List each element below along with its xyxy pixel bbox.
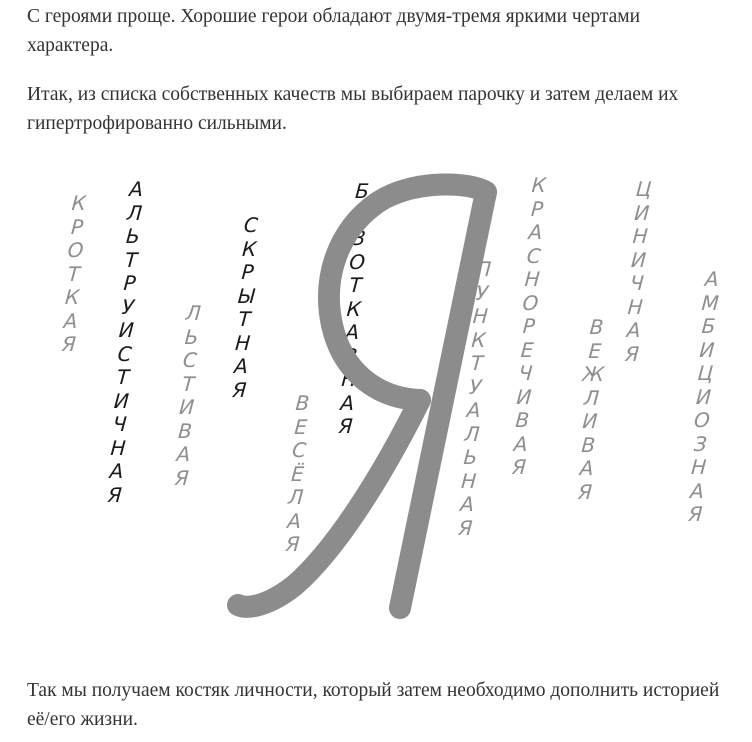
word-letter: Ь — [183, 324, 200, 349]
paragraph-backbone: Так мы получаем костяк личности, который затем необходимо дополнить историей её/его жизни. — [27, 680, 720, 730]
word-letter: Я — [577, 479, 593, 504]
traits-illustration — [0, 150, 752, 650]
word-letter: В — [580, 432, 597, 457]
word-letter: Ч — [112, 412, 128, 436]
word-letter: А — [689, 478, 705, 503]
word-letter: Е — [587, 338, 603, 363]
word-letter: Е — [293, 414, 309, 439]
word-letter: Ь — [125, 224, 141, 248]
word-letter: И — [630, 247, 647, 272]
word-letter: И — [581, 409, 599, 433]
word-bezotkaznaya — [337, 180, 371, 439]
word-letter: Н — [471, 304, 489, 328]
word-letter: Р — [122, 271, 137, 295]
word-letter: К — [70, 191, 87, 215]
word-letter: Я — [337, 414, 354, 438]
word-letter: Т — [116, 365, 131, 389]
word-letter: Я — [624, 341, 640, 366]
word-letter: К — [470, 327, 487, 352]
word-letter: А — [339, 390, 356, 415]
word-punktualnaya — [457, 258, 492, 540]
word-letter: С — [116, 341, 133, 366]
word-letter: Я — [107, 482, 123, 507]
word-letter: Ц — [696, 361, 714, 385]
word-letter: Л — [126, 200, 143, 225]
word-krotkaya — [60, 192, 87, 357]
word-letter: Б — [700, 314, 717, 338]
word-letter: Б — [354, 179, 370, 203]
word-letter: К — [530, 173, 547, 197]
word-letter: К — [64, 285, 81, 309]
word-letter: А — [527, 220, 544, 244]
word-krasnorechivaya — [510, 174, 547, 480]
word-letter: Т — [124, 247, 139, 272]
word-letter: И — [118, 318, 135, 342]
word-letter: О — [521, 290, 540, 315]
word-letter: С — [243, 213, 259, 237]
word-letter: А — [128, 177, 144, 201]
word-letter: И — [695, 384, 713, 409]
word-letter: Н — [340, 367, 358, 391]
word-letter: Я — [174, 465, 190, 490]
word-letter: П — [475, 257, 492, 281]
word-letter: В — [588, 315, 605, 339]
word-letter: А — [62, 308, 79, 333]
word-letter: Н — [460, 468, 478, 493]
word-letter: З — [693, 431, 708, 456]
word-letter: У — [475, 280, 489, 305]
word-letter: У — [468, 374, 483, 399]
word-letter: Н — [234, 330, 252, 355]
word-letter: И — [113, 388, 130, 413]
word-letter: З — [351, 226, 367, 250]
word-letter: А — [286, 508, 302, 533]
word-letter: Я — [61, 332, 77, 356]
word-letter: О — [348, 249, 366, 274]
word-letter: Т — [470, 351, 484, 375]
word-letter: Р — [530, 196, 545, 221]
word-letter: З — [343, 343, 358, 368]
word-letter: Ч — [517, 361, 534, 385]
word-letter: Ь — [462, 445, 479, 469]
word-letter: Н — [523, 267, 541, 291]
word-letter: А — [466, 398, 482, 422]
paragraph-choose-traits: Итак, из списка собственных качеств мы выбираем парочку и затем делаем их гипертрофированно сильными. — [27, 84, 679, 134]
word-letter: Л — [583, 385, 601, 410]
word-letter: Е — [520, 337, 535, 362]
word-letter: Л — [184, 301, 202, 325]
word-letter: Ц — [634, 177, 653, 201]
word-letter: Т — [181, 371, 196, 396]
word-letter: Ч — [629, 271, 645, 295]
word-vezhlivaya — [573, 316, 608, 504]
word-letter: О — [66, 238, 85, 262]
word-letter: Т — [237, 307, 252, 331]
word-letter: А — [704, 267, 720, 291]
word-letter: А — [579, 456, 595, 480]
word-letter: Л — [287, 485, 305, 509]
word-letter: С — [182, 348, 198, 372]
word-letter: В — [177, 418, 193, 443]
word-letter: А — [344, 320, 360, 344]
word-letter: Я — [284, 532, 301, 556]
word-letter: Н — [631, 224, 649, 248]
word-letter: Р — [522, 314, 536, 338]
word-letter: С — [291, 438, 308, 462]
word-letter: К — [345, 296, 362, 321]
word-letter: Я — [511, 455, 527, 479]
word-letter: Я — [231, 377, 248, 402]
word-letter: В — [514, 408, 531, 432]
word-letter: Т — [66, 261, 81, 286]
word-letter: Я — [457, 515, 474, 540]
word-letter: И — [633, 200, 651, 225]
word-ambicioznaya — [686, 268, 721, 527]
word-letter: А — [108, 459, 125, 483]
big-letter-text: Я — [0, 150, 1, 151]
word-letter: Л — [463, 421, 481, 446]
word-letter: Н — [626, 294, 644, 319]
word-letter: И — [698, 337, 716, 362]
word-letter: Н — [109, 435, 127, 460]
word-letter: Т — [348, 273, 363, 297]
word-letter: К — [241, 236, 258, 261]
word-lstivaya — [173, 302, 201, 490]
word-letter: Р — [70, 214, 85, 239]
word-letter: Ё — [290, 461, 305, 486]
word-letter: С — [526, 243, 542, 268]
word-letter: М — [700, 290, 720, 315]
word-veselaya — [284, 392, 311, 557]
word-letter: А — [175, 442, 192, 466]
word-letter: Ы — [237, 283, 256, 308]
word-letter: Ж — [581, 362, 605, 386]
word-skrytnaya — [230, 214, 260, 402]
word-letter: Н — [690, 455, 708, 479]
word-letter: А — [513, 431, 529, 456]
word-letter: У — [121, 294, 135, 319]
word-letter: А — [459, 492, 475, 516]
word-letter: Р — [240, 260, 255, 284]
word-letter: И — [515, 384, 533, 409]
word-letter: А — [233, 354, 249, 378]
word-altruistichnaya — [106, 178, 144, 507]
paragraph-intro: С героями проще. Хорошие герои обладают двумя-тремя яркими чертами характера. — [27, 6, 641, 56]
word-letter: О — [693, 408, 711, 432]
word-cinichnaya — [623, 178, 652, 366]
word-letter: В — [294, 391, 311, 415]
word-letter: Е — [353, 202, 368, 227]
word-letter: Я — [687, 502, 704, 526]
word-letter: А — [626, 318, 642, 342]
word-letter: И — [178, 395, 196, 419]
